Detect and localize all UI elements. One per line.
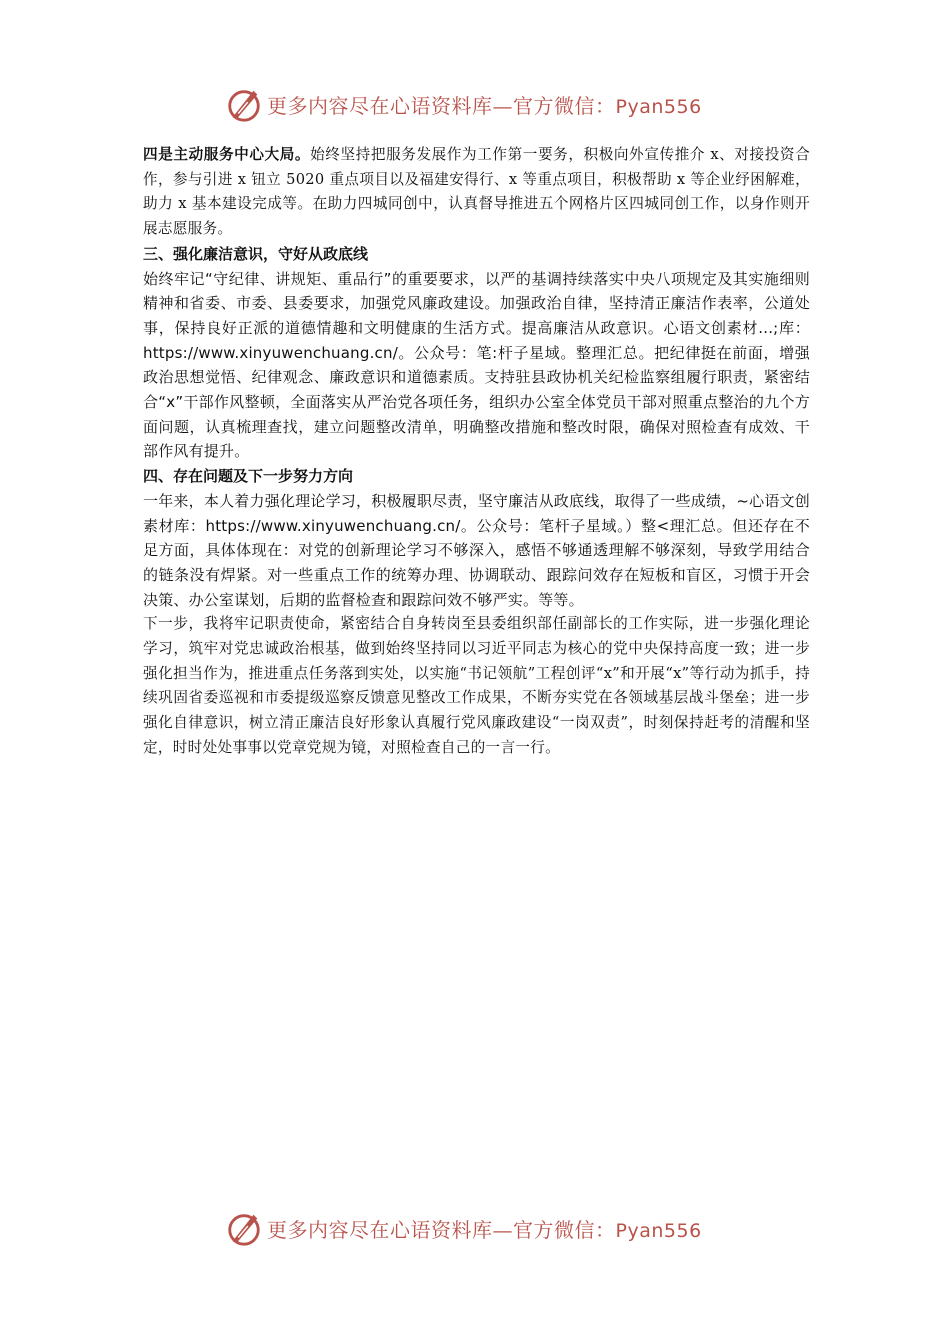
paragraph-service-center: 四是主动服务中心大局。始终坚持把服务发展作为工作第一要务，积极向外宣传推介 x、对接投资合作，参与引进 x 钮立 5020 重点项目以及福建安得行、x 等重点项目，积极帮助 x 等企业纾困解难，助力 x 基本建设完成等。在助力四城同创中，认真督导推进五个网格片区四城同创工作，以身作则开展志愿服务。: [143, 146, 810, 238]
paragraph-integrity: 始终牢记“守纪律、讲规矩、重品行”的重要要求，以严的基调持续落实中央八项规定及其实施细则精神和省委、市委、县委要求，加强党风廉政建设。加强政治自律，坚持清正廉洁作表率，公道处事，保持良好正派的道德情趣和文明健康的生活方式。提高廉洁从政意识。心语文创素材...;库：https://www.xinyuwenchuang.cn/。公众号：笔:杆子星域。整理汇总。把纪律挺在前面，增强政治思想觉悟、纪律观念、廉政意识和道德素质。支持驻县政协机关纪检监察组履行职责，紧密结合“x”干部作风整顿，全面落实从严治党各项任务，组织办公室全体党员干部对照重点整治的九个方面问题，认真梳理查找，建立问题整改清单，明确整改措施和整改时限，确保对照检查有成效、干部作风有提升。: [143, 269, 810, 461]
paragraph-problems: 一年来，本人着力强化理论学习，积极履职尽责，坚守廉洁从政底线，取得了一些成绩，~心语文创素材库：https://www.xinyuwenchuang.cn/。公众号：笔杆子星域。）整<理汇总。但还存在不足方面，具体体现在：对党的创新理论学习不够深入，感悟不够通透理解不够深刻，导致学用结合的链条没有焊紧。对一些重点工作的统筹办理、协调联动、跟踪问效存在短板和盲区，习惯于开会决策、办公室谋划，后期的监督检查和跟踪问效不够严实。等等。: [143, 491, 810, 609]
footer-watermark: [225, 1208, 725, 1248]
paragraph-next-steps: 下一步，我将牢记职责使命，紧密结合自身转岗至县委组织部任副部长的工作实际，进一步强化理论学习，筑牢对党忠诚政治根基，做到始终坚持同以习近平同志为核心的党中央保持高度一致；进一步强化担当作为，推进重点任务落到实处，以实施“书记领航”工程创评“x”和开展“x”等行动为抓手，持续巩固省委巡视和市委提级巡察反馈意见整改工作成果，不断夯实党在各领域基层战斗堡垒；进一步强化自律意识，树立清正廉洁良好形象认真履行党风廉政建设“一岗双责”，时刻保持赶考的清醒和坚定，时时处处事事以党章党规为镜，对照检查自己的一言一行。: [143, 615, 810, 756]
header-watermark: [225, 84, 725, 124]
quill-pen-icon: [225, 85, 263, 123]
footer-watermark-text: 更多内容尽在心语资料库—官方微信：Pyan556: [267, 1217, 702, 1242]
section-heading-integrity: 三、强化廉洁意识，守好从政底线: [143, 244, 369, 263]
paragraph-lead: 四是主动服务中心大局。: [143, 146, 311, 163]
document-body: [143, 143, 810, 761]
section-heading-problems: 四、存在问题及下一步努力方向: [143, 467, 354, 486]
quill-pen-icon: [225, 1209, 263, 1247]
header-watermark-text: 更多内容尽在心语资料库—官方微信：Pyan556: [267, 93, 702, 118]
